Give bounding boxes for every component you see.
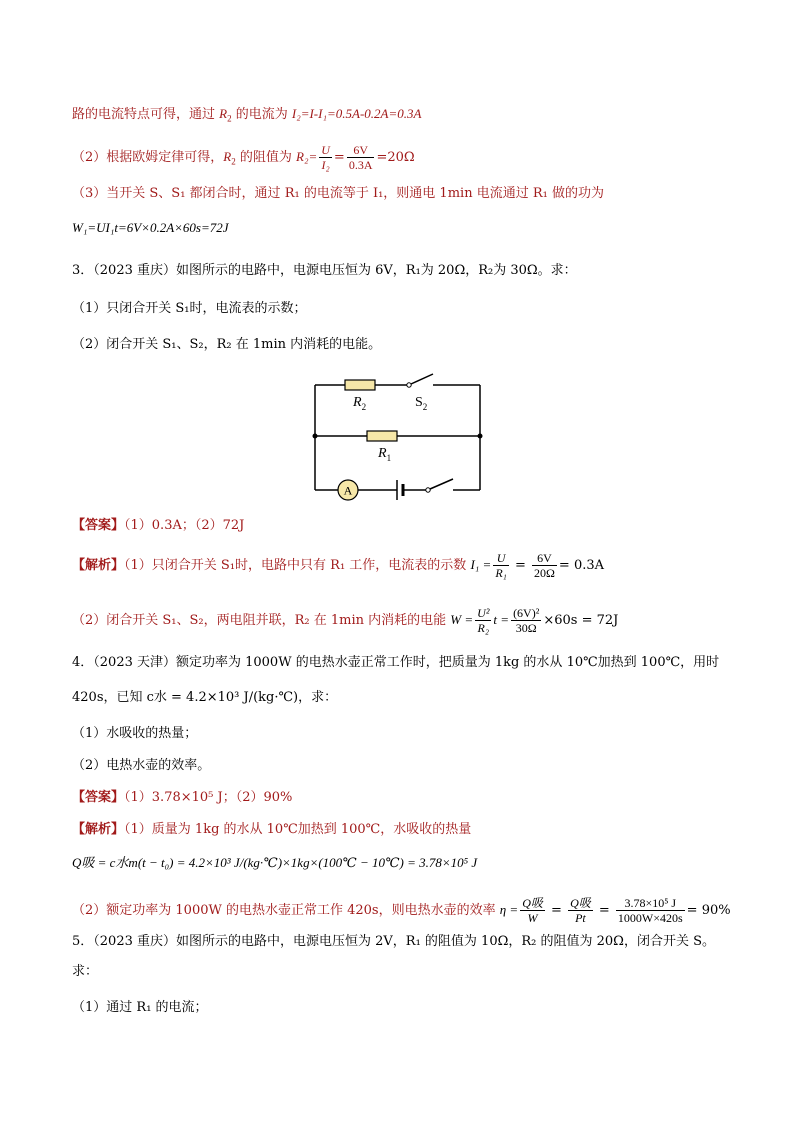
numerator: U² bbox=[477, 606, 490, 620]
numerator: U bbox=[321, 143, 330, 157]
q4-explanation-formula: Q吸 = c水m(t − t₀) = 4.2×10³ J/(kg·℃)×1kg×(100℃ − 10℃) = 3.78×10⁵ J bbox=[72, 855, 478, 870]
r-symbol: R bbox=[223, 149, 232, 164]
q5-part-1: （1）通过 R₁ 的电流； bbox=[72, 1000, 208, 1015]
time-symbol: t = bbox=[493, 612, 510, 627]
formula-lhs: η = bbox=[499, 902, 519, 917]
resistor-r2 bbox=[345, 380, 375, 390]
fraction bbox=[616, 896, 685, 925]
text: 的电流为 bbox=[231, 107, 292, 122]
q4-part-1: （1）水吸收的热量； bbox=[72, 726, 198, 741]
fraction bbox=[475, 606, 491, 635]
text: 的阻值为 bbox=[235, 150, 296, 165]
junction-dot bbox=[478, 434, 483, 439]
denominator: 0.3A bbox=[348, 158, 373, 172]
r1-subscript: 1 bbox=[386, 453, 392, 463]
fraction bbox=[511, 606, 541, 635]
denominator: W bbox=[527, 911, 538, 925]
r2-symbol: R bbox=[219, 106, 228, 121]
prev-solution-line-2 bbox=[72, 143, 415, 172]
q3-part-2: （2）闭合开关 S₁、S₂，R₂ 在 1min 内消耗的电能。 bbox=[72, 337, 382, 352]
denominator: Pt bbox=[575, 911, 586, 925]
answer-tag: 【答案】 bbox=[72, 790, 125, 805]
q4-part-2: （2）电热水壶的效率。 bbox=[72, 758, 211, 773]
formula-lhs: W = bbox=[450, 612, 474, 627]
answer-text: （1）0.3A；（2）72J bbox=[124, 518, 245, 533]
text: （2）额定功率为 1000W 的电热水壶正常工作 420s，则电热水壶的效率 bbox=[72, 903, 500, 918]
fraction bbox=[520, 896, 545, 925]
r2-subscript: 2 bbox=[361, 402, 367, 412]
text: （1）只闭合开关 S₁时，电路中只有 R₁ 工作，电流表的示数 bbox=[124, 558, 471, 573]
numerator: (6V)² bbox=[513, 606, 540, 620]
q4-explanation-2 bbox=[72, 896, 731, 925]
r2-letter: R bbox=[353, 395, 362, 410]
equals: = bbox=[333, 150, 345, 165]
denominator: 1000W×420s bbox=[617, 911, 683, 925]
s2-label bbox=[415, 395, 427, 412]
r1-label bbox=[377, 446, 391, 463]
q5-title-cont: 求： bbox=[72, 964, 99, 979]
r2-label bbox=[352, 395, 366, 412]
numerator: U bbox=[493, 551, 509, 566]
denominator: R₁ bbox=[495, 566, 507, 580]
prev-solution-line-1 bbox=[72, 104, 421, 129]
fraction bbox=[319, 143, 332, 172]
text: 路的电流特点可得，通过 bbox=[72, 107, 220, 122]
numerator: Q吸 bbox=[570, 896, 591, 910]
result: =20Ω bbox=[376, 150, 415, 165]
explanation-tag: 【解析】 bbox=[72, 558, 125, 573]
ammeter-label: A bbox=[343, 483, 353, 498]
resistor-r1 bbox=[367, 431, 397, 441]
q3-explanation-1 bbox=[72, 551, 604, 580]
text: （1）质量为 1kg 的水从 10℃加热到 100℃，水吸收的热量 bbox=[124, 822, 472, 837]
r-sub: 2 bbox=[231, 156, 236, 167]
fraction bbox=[493, 551, 509, 580]
numerator: 3.78×10⁵ J bbox=[616, 896, 685, 911]
formula: η = $\frac{\text{Q吸}}{W}$ = $\frac{\text{Q吸}}{Pt}$ = $\frac{\text{3.78×10⁵ J}}{1000W\times 420s}$ = 90% bbox=[499, 896, 731, 925]
text: （2）闭合开关 S₁、S₂，两电阻并联，R₂ 在 1min 内消耗的电能 bbox=[72, 613, 451, 628]
q4-answer bbox=[72, 788, 292, 808]
numerator: 6V bbox=[532, 551, 557, 566]
q4-title-cont: 420s，已知 c水 = 4.2×10³ J/(kg·℃)，求： bbox=[72, 690, 338, 705]
fraction bbox=[347, 143, 375, 172]
formula: I₁ = $\frac{U}{\text{R₁}}$ = $\frac{6V}{20\Omega}$ = 0.3A bbox=[470, 551, 605, 580]
result: = 90% bbox=[686, 903, 731, 918]
switch-s1-contact bbox=[426, 488, 430, 492]
q3-part-1: （1）只闭合开关 S₁时，电流表的示数； bbox=[72, 301, 307, 316]
r2-sub: 2 bbox=[227, 113, 232, 124]
fraction bbox=[568, 896, 593, 925]
denominator: I₂ bbox=[321, 158, 330, 172]
denominator: 30Ω bbox=[515, 621, 537, 635]
q4-title: 4．（2023 天津）额定功率为 1000W 的电热水壶正常工作时，把质量为 1kg 的水从 10℃加热到 100℃，用时 bbox=[72, 655, 720, 670]
s2-subscript: 2 bbox=[422, 402, 428, 412]
r1-letter: R bbox=[378, 446, 387, 461]
result: ×60s = 72J bbox=[543, 613, 619, 628]
answer-tag: 【答案】 bbox=[72, 518, 125, 533]
q3-explanation-2 bbox=[72, 606, 618, 635]
answer-text: （1）3.78×10⁵ J；（2）90% bbox=[124, 790, 293, 805]
text: （2）根据欧姆定律可得， bbox=[72, 150, 224, 165]
formula: I₂=I-I₁=0.5A-0.2A=0.3A bbox=[291, 106, 422, 121]
prev-solution-line-3: （3）当开关 S、S₁ 都闭合时，通过 R₁ 的电流等于 I₁，则通电 1min 电流通过 R₁ 做的功为 bbox=[72, 186, 604, 201]
formula-lhs: I₁ = bbox=[470, 557, 492, 572]
denominator: R₂ bbox=[477, 621, 490, 635]
junction-dot bbox=[313, 434, 318, 439]
denominator: 20Ω bbox=[534, 566, 555, 580]
numerator: Q吸 bbox=[522, 896, 543, 910]
result: = 0.3A bbox=[558, 558, 605, 573]
formula bbox=[450, 606, 619, 635]
prev-solution-formula: W₁=UI₁t=6V×0.2A×60s=72J bbox=[72, 220, 229, 235]
formula-lhs: R₂= bbox=[296, 149, 318, 164]
q3-answer bbox=[72, 516, 244, 536]
numerator: 6V bbox=[347, 143, 375, 158]
switch-s2-blade bbox=[411, 374, 433, 384]
s2-letter: S bbox=[415, 395, 423, 410]
q3-title: 3．（2023 重庆）如图所示的电路中，电源电压恒为 6V，R₁为 20Ω，R₂为 30Ω。求： bbox=[72, 263, 577, 278]
circuit-diagram-q3 bbox=[300, 368, 500, 503]
explanation-tag: 【解析】 bbox=[72, 822, 125, 837]
switch-s2-contact bbox=[407, 383, 411, 387]
fraction bbox=[532, 551, 557, 580]
q4-explanation-1 bbox=[72, 820, 471, 840]
switch-s1-blade bbox=[430, 479, 453, 489]
q5-title: 5．（2023 重庆）如图所示的电路中，电源电压恒为 2V，R₁ 的阻值为 10Ω，R₂ 的阻值为 20Ω，闭合开关 S。 bbox=[72, 934, 715, 949]
